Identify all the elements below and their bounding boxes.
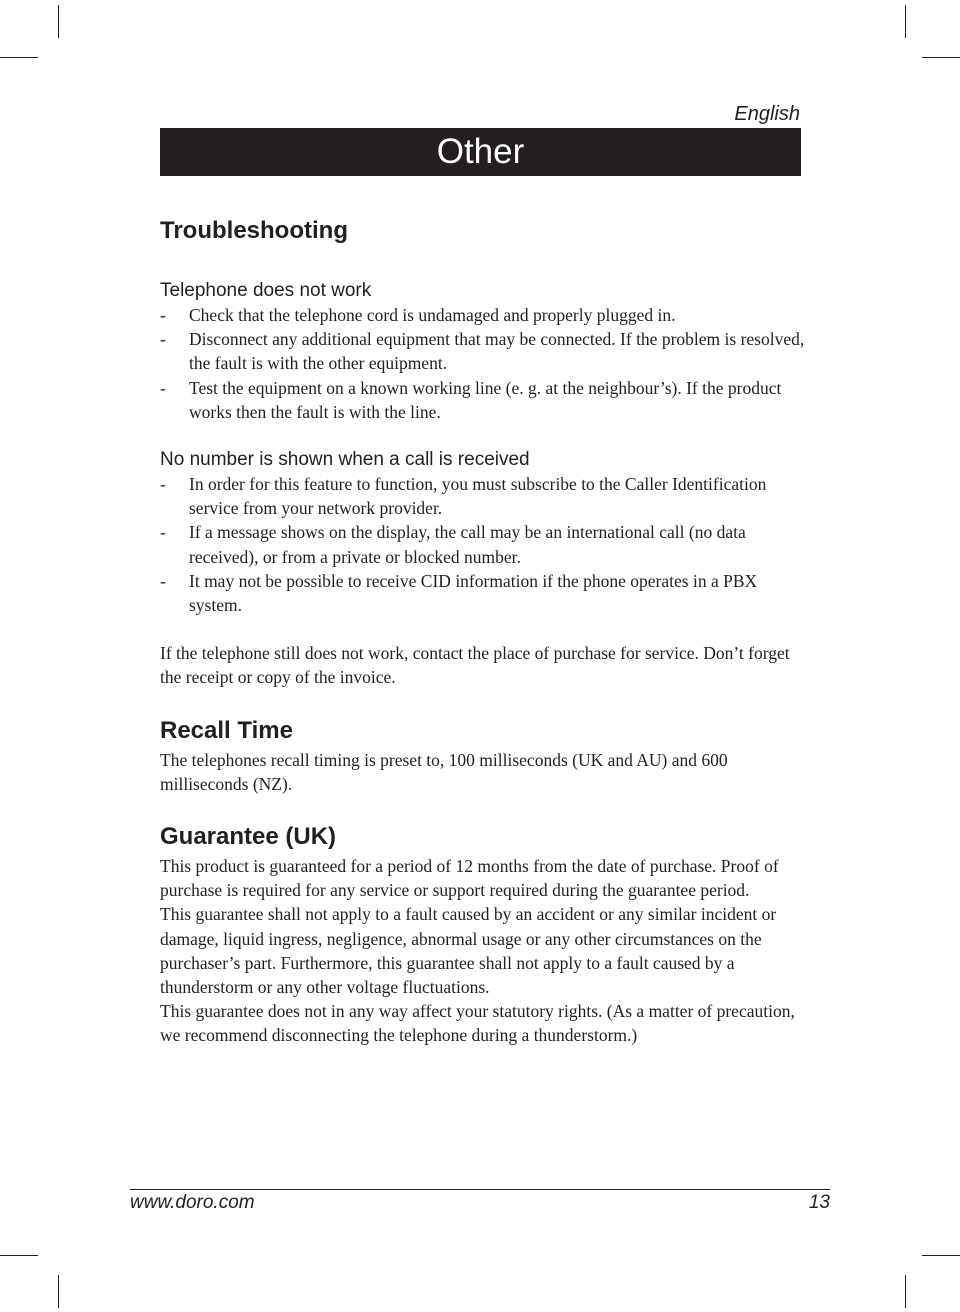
page-number: 13 (808, 1192, 830, 1213)
list-item: - Disconnect any additional equipment that may be connected. If the problem is resolved, the fault is with the other equipment. (160, 327, 810, 375)
list-item: - It may not be possible to receive CID information if the phone operates in a PBX system. (160, 569, 810, 617)
no-number-shown-title: No number is shown when a call is received (160, 449, 530, 471)
recall-time-heading: Recall Time (160, 716, 293, 744)
footer-divider (130, 1189, 830, 1190)
page-content (160, 210, 810, 1048)
chapter-title: Other (436, 132, 525, 171)
crop-mark (922, 57, 960, 58)
crop-mark (0, 1255, 38, 1256)
crop-mark (58, 1275, 59, 1308)
no-number-shown-list (160, 472, 810, 617)
chapter-title-bar (160, 128, 801, 176)
list-item: - If a message shows on the display, the call may be an international call (no data received), or from a private or blocked number. (160, 520, 810, 568)
footer-url: www.doro.com (130, 1192, 255, 1213)
crop-mark (905, 1275, 906, 1308)
guarantee-paragraph: This guarantee shall not apply to a fault caused by an accident or any similar incident or damage, liquid ingress, negligence, abnormal usage or any other circumstances on the purchaser’s part. Furthermore, this guarantee shall not apply to a fault caused by a thunderstorm or any other voltage fluctuations. (160, 904, 777, 998)
telephone-does-not-work-title: Telephone does not work (160, 280, 372, 301)
list-item: - Test the equipment on a known working line (e. g. at the neighbour’s). If the product works then the fault is with the line. (160, 376, 810, 424)
crop-mark (922, 1255, 960, 1256)
list-item: - In order for this feature to function, you must subscribe to the Caller Identification service from your network provider. (160, 472, 810, 520)
troubleshooting-heading: Troubleshooting (160, 217, 348, 244)
crop-mark (0, 57, 38, 58)
telephone-does-not-work-list (160, 303, 810, 424)
crop-mark (905, 5, 906, 38)
recall-time-text: The telephones recall timing is preset to, 100 milliseconds (UK and AU) and 600 milliseconds (NZ). (160, 749, 728, 794)
guarantee-heading: Guarantee (UK) (160, 823, 337, 851)
list-item: - Check that the telephone cord is undamaged and properly plugged in. (160, 303, 810, 327)
troubleshooting-closing-text: If the telephone still does not work, contact the place of purchase for service. Don’t forget the receipt or copy of the invoice. (160, 643, 790, 688)
crop-mark (58, 5, 59, 38)
language-label: English (734, 103, 800, 125)
guarantee-paragraph: This guarantee does not in any way affect your statutory rights. (As a matter of precaution, we recommend disconnecting the telephone during a thunderstorm.) (160, 1001, 795, 1046)
guarantee-paragraph: This product is guaranteed for a period of 12 months from the date of purchase. Proof of purchase is required for any service or support required during the guarantee period. (160, 856, 779, 901)
